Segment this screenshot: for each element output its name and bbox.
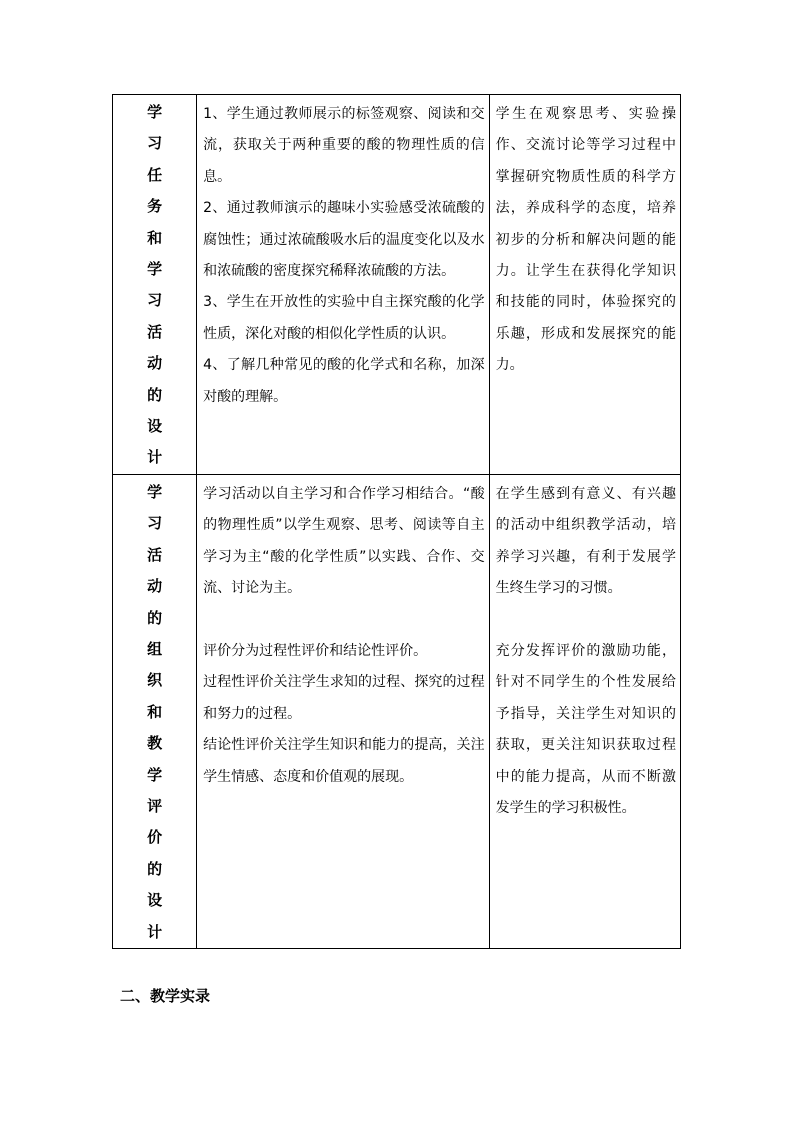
intent-paragraph: 学生在观察思考、实验操作、交流讨论等学习过程中掌握研究物质性质的科学方法，养成科学的态度，培养初步的分析和解决问题的能力。让学生在获得化学知识和技能的同时，体验探究的乐趣，形成和发展探究的能力。: [495, 106, 676, 374]
task-item: 3、学生在开放性的实验中自主探究酸的化学性质，深化对酸的相似化学性质的认识。: [203, 294, 485, 342]
organization-intent-cell: [489, 474, 680, 948]
table-row: [113, 95, 681, 475]
task-item: 4、了解几种常见的酸的化学式和名称，加深对酸的理解。: [203, 357, 485, 405]
learning-tasks-cell: [197, 95, 490, 475]
evaluation-paragraph: 结论性评价关注学生知识和能力的提高，关注学生情感、态度和价值观的展现。: [203, 737, 485, 785]
design-table: [112, 94, 681, 949]
evaluation-paragraph: 过程性评价关注学生求知的过程、探究的过程和努力的过程。: [203, 674, 485, 722]
blank-line: [496, 605, 676, 636]
intent-paragraph: 在学生感到有意义、有兴趣的活动中组织教学活动，培养学习兴趣，有利于发展学生终生学习的习惯。: [495, 485, 676, 597]
vertical-label: 学 习 活 动 的 组 织 和 教 学 评 价 的 设 计: [147, 482, 163, 941]
row-label-cell: [113, 95, 197, 475]
intent-paragraph: 充分发挥评价的激励功能，针对不同学生的个性发展给予指导，关注学生对知识的获取，更关注知识获取过程中的能力提高，从而不断激发学生的学习积极性。: [495, 642, 676, 816]
blank-line: [203, 605, 485, 636]
section-heading: 二、教学实录: [120, 987, 211, 1005]
activity-paragraph: 学习活动以自主学习和合作学习相结合。“酸的物理性质”以学生观察、思考、阅读等自主学习为主“酸的化学性质”以实践、合作、交流、讨论为主。: [203, 485, 485, 597]
row-label-cell: [113, 474, 197, 948]
vertical-label: 学 习 任 务 和 学 习 活 动 的 设 计: [147, 103, 163, 467]
activity-organization-cell: [197, 474, 490, 948]
table-row: [113, 474, 681, 948]
task-item: 2、通过教师演示的趣味小实验感受浓硫酸的腐蚀性；通过浓硫酸吸水后的温度变化以及水和浓硫酸的密度探究稀释浓硫酸的方法。: [203, 200, 485, 280]
evaluation-paragraph: 评价分为过程性评价和结论性评价。: [203, 642, 428, 659]
task-item: 1、学生通过教师展示的标签观察、阅读和交流，获取关于两种重要的酸的物理性质的信息。: [203, 106, 485, 185]
design-intent-cell: [489, 95, 680, 475]
